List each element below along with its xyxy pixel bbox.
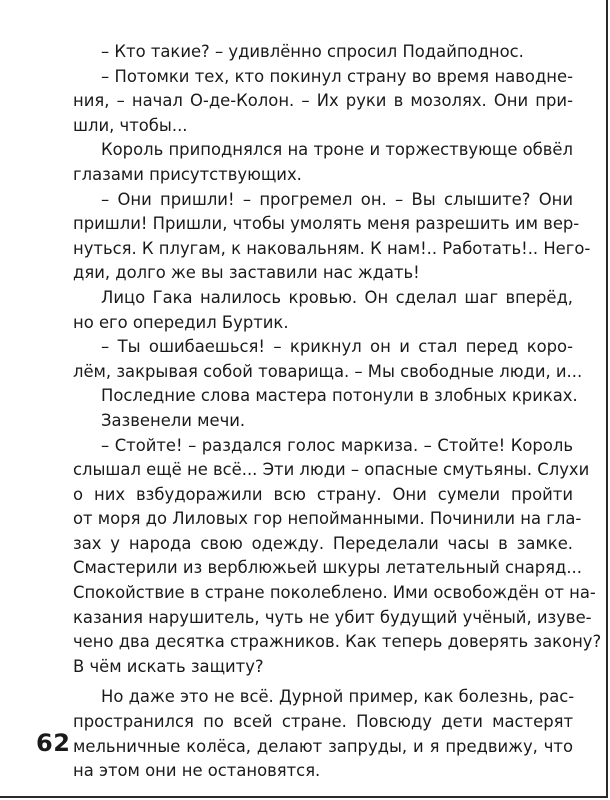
text-line: но его опередил Буртик.: [73, 312, 289, 332]
text-line: Но даже это не всё. Дурной пример, как болезнь, рас-: [101, 687, 575, 707]
text-line: лём, закрывая собой товарища. – Мы свободные люди, и...: [73, 361, 583, 381]
text-line: пространился по всей стране. Повсюду дети мастерят: [73, 712, 573, 732]
text-line: – Они пришли! – прогремел он. – Вы слышите? Они: [101, 189, 573, 209]
text-line: от моря до Лиловых гор непойманными. Починили на гла-: [73, 509, 582, 529]
text-line: о них взбудоражили всю страну. Они сумели пройти: [73, 484, 573, 504]
text-line: пришли! Пришли, чтобы умолять меня разрешить им вер-: [73, 214, 580, 234]
text-line: шли, чтобы...: [73, 115, 188, 135]
text-line: на этом они не остановятся.: [73, 761, 321, 781]
text-line: – Потомки тех, кто покинул страну во время наводне-: [101, 66, 573, 86]
text-line: Король приподнялся на троне и торжествующе обвёл: [101, 140, 573, 160]
text-line: глазами присутствующих.: [73, 164, 302, 184]
text-line: Спокойствие в стране поколеблено. Ими освобождён от на-: [73, 583, 596, 603]
text-line: казания нарушитель, чуть не убит будущий учёный, изуве-: [73, 607, 592, 627]
text-line: зах у народа свою одежду. Переделали часы в замке.: [73, 533, 573, 553]
text-line: Смастерили из верблюжьей шкуры летательный снаряд...: [73, 558, 582, 578]
text-line: Лицо Гака налилось кровью. Он сделал шаг вперёд,: [101, 287, 573, 307]
text-line: – Ты ошибаешься! – крикнул он и стал перед коро-: [101, 337, 573, 357]
page-number: 62: [36, 729, 71, 757]
text-line: чено два десятка стражников. Как теперь доверять закону?: [73, 632, 602, 652]
text-line: – Кто такие? – удивлённо спросил Подайподнос.: [101, 42, 524, 61]
book-text: [73, 40, 602, 784]
text-line: Зазвенели мечи.: [101, 410, 246, 430]
text-line: дяи, долго же вы заставили нас ждать!: [73, 263, 420, 283]
text-line: – Стойте! – раздался голос маркиза. – Стойте! Король: [101, 435, 573, 455]
text-line: Последние слова мастера потонули в злобных криках.: [101, 386, 578, 406]
text-line: слышал ещё не всё... Эти люди – опасные смутьяны. Слухи: [73, 460, 590, 480]
text-line: нуться. К плугам, к наковальням. К нам!.. Работать!.. Него-: [73, 238, 591, 258]
text-line: мельничные колёса, делают запруды, и я предвижу, что: [73, 736, 573, 756]
text-line: ния, – начал О-де-Колон. – Их руки в мозолях. Они при-: [73, 91, 573, 111]
text-line: В чём искать защиту?: [73, 656, 264, 676]
